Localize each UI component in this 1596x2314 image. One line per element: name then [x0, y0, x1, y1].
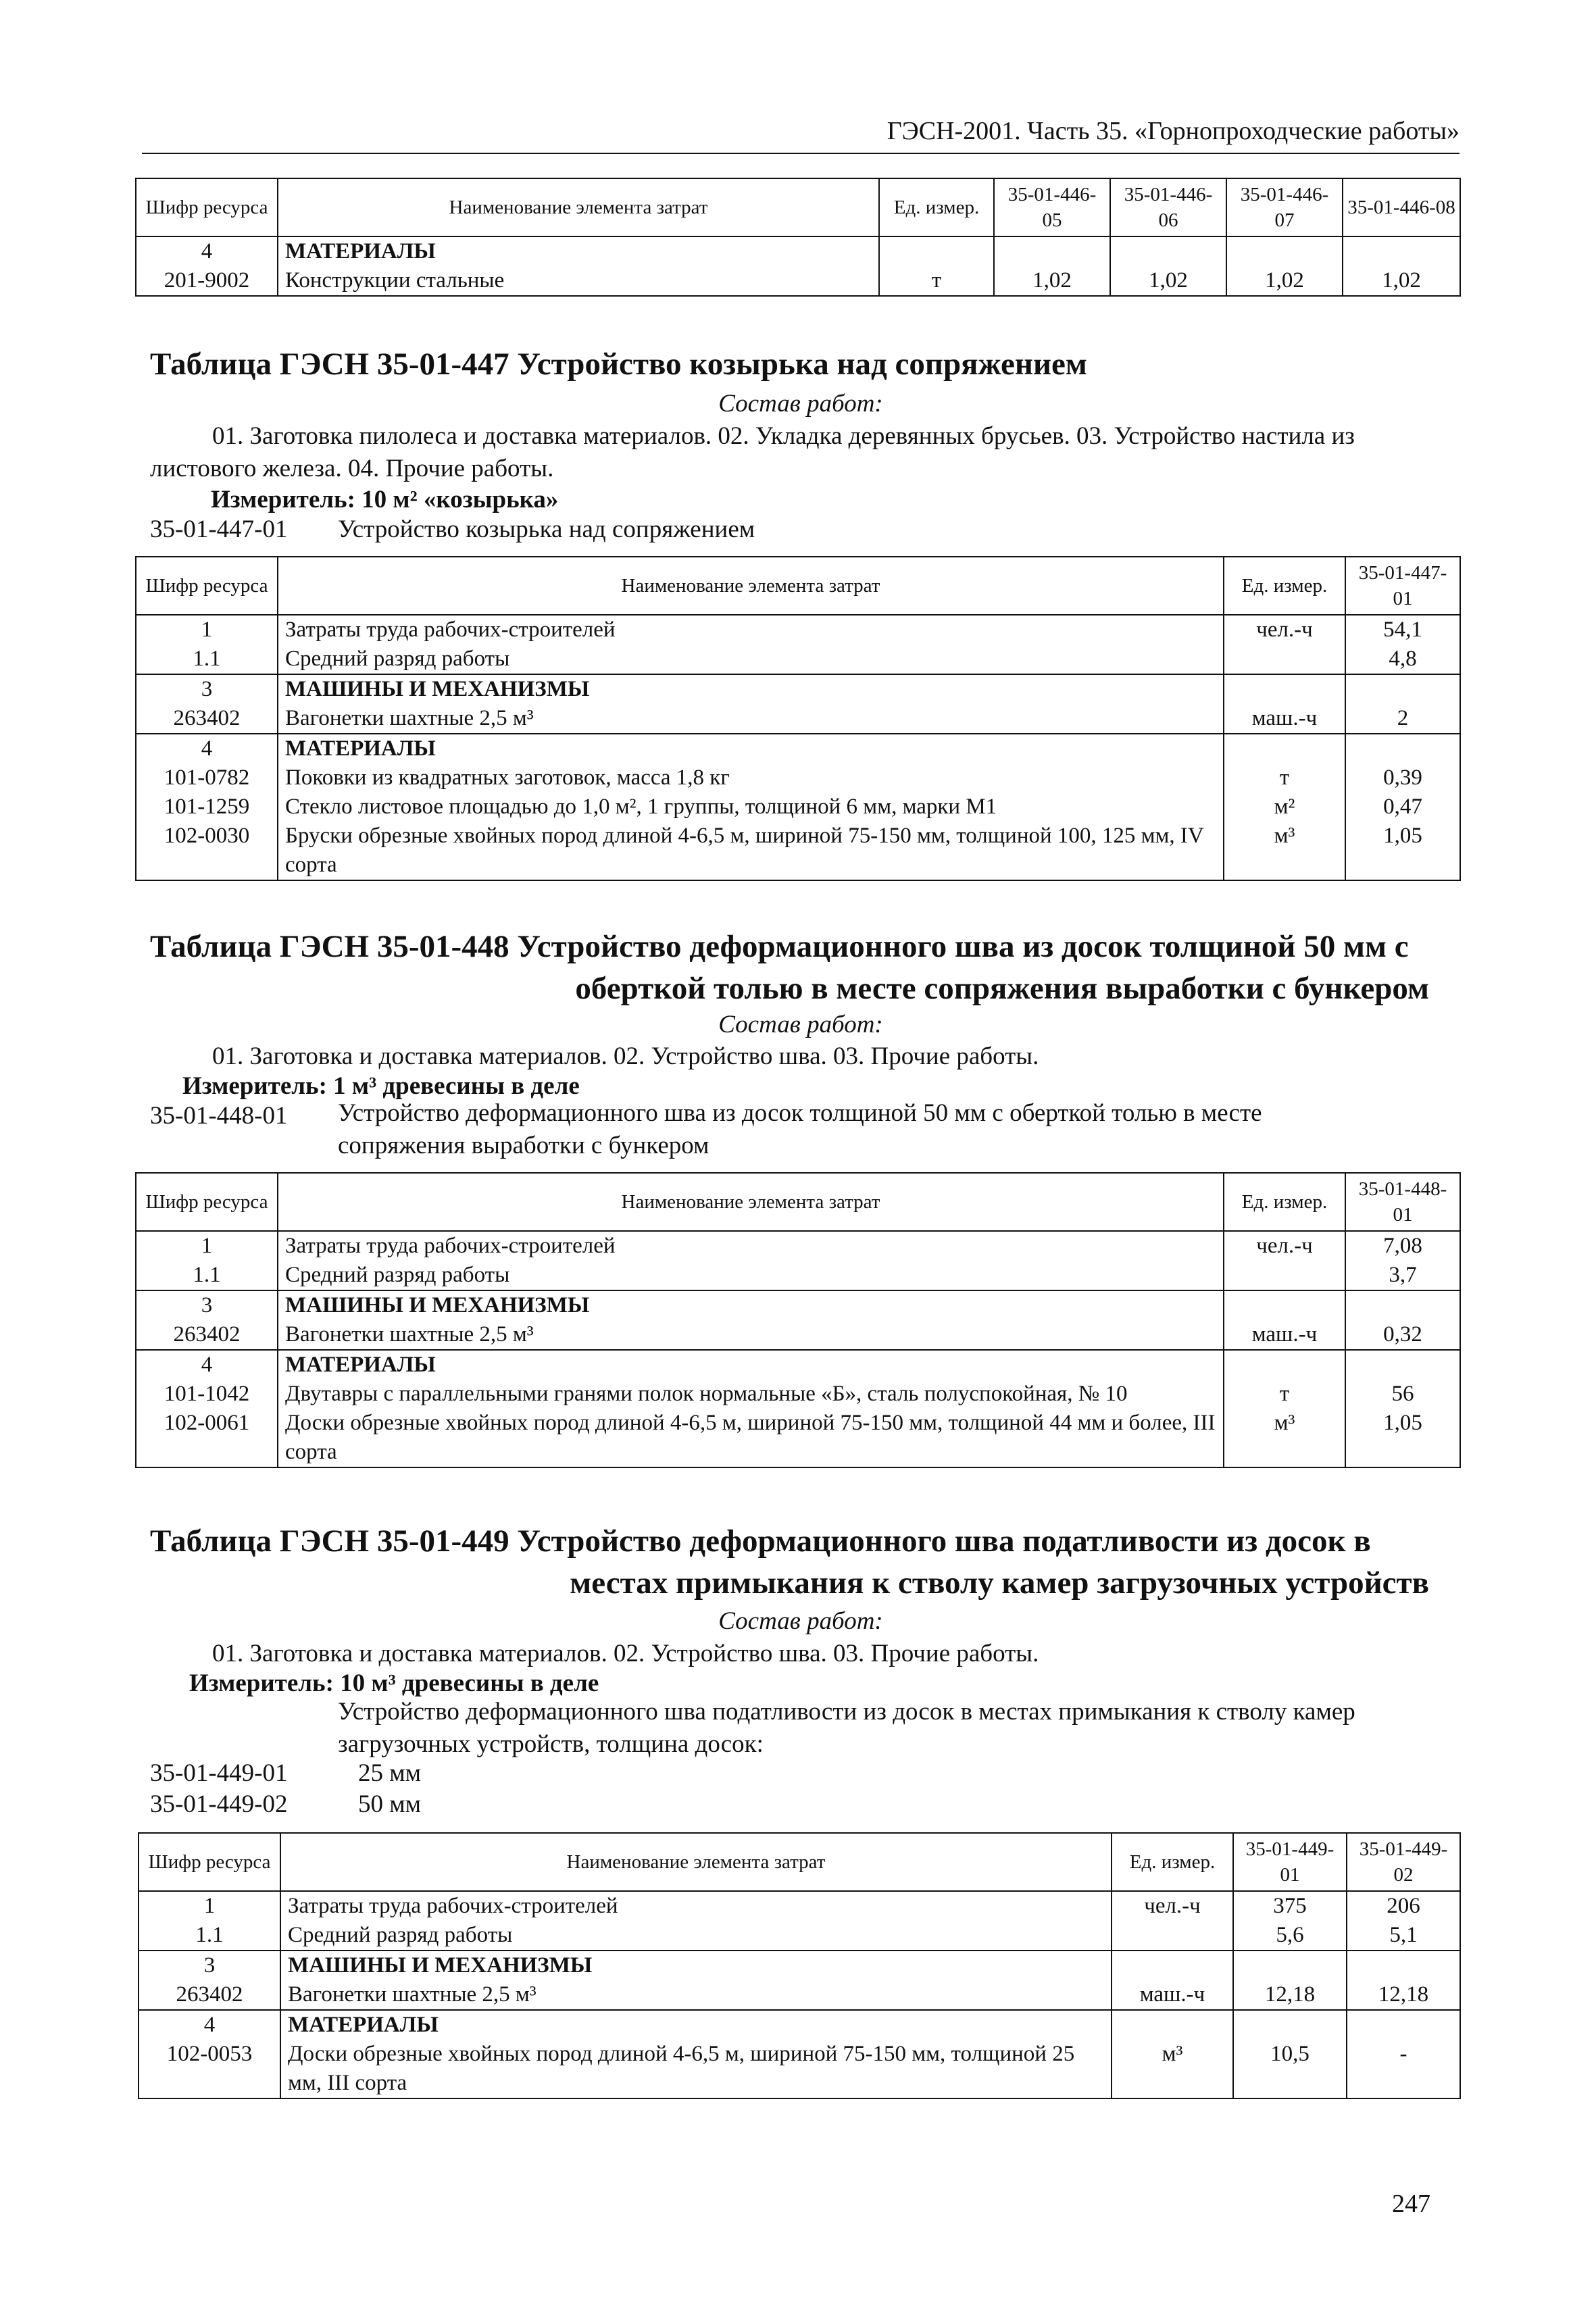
column-header-norm: 35-01-446-05: [994, 178, 1110, 236]
table-row: [139, 2040, 1460, 2098]
norm-value: 375: [1233, 1891, 1347, 1921]
resource-unit: чел.-ч: [1112, 1891, 1233, 1921]
table-row: [136, 1231, 1460, 1261]
column-header-unit: Ед. измер.: [1112, 1833, 1233, 1891]
norm-value: 1,02: [1343, 266, 1460, 296]
table-row: [136, 822, 1460, 880]
norm-value: [1345, 1350, 1460, 1380]
table-row: [139, 1951, 1460, 1980]
resource-code: 263402: [136, 1320, 278, 1350]
norm-variant: 50 мм: [358, 1790, 422, 1818]
table-row: [136, 1261, 1460, 1290]
norm-value: [1345, 674, 1460, 704]
resource-code: 4: [136, 1350, 278, 1380]
resource-code: 1.1: [136, 645, 278, 674]
column-header-code: Шифр ресурса: [136, 178, 278, 236]
norm-value: [1110, 236, 1226, 266]
resource-unit: [879, 236, 994, 266]
composition-label: Состав работ:: [718, 390, 883, 418]
resource-unit: [1224, 1290, 1345, 1320]
norm-value: [1345, 734, 1460, 763]
table-448: [135, 1172, 1461, 1468]
header-rule: [142, 153, 1460, 154]
norm-code: 35-01-449-01: [150, 1759, 288, 1787]
resource-code: 263402: [139, 1980, 280, 2010]
norm-description: Устройство деформационного шва податливости из досок в местах примыкания к стволу камер загрузочных устройств, толщина досок:: [338, 1698, 1355, 1758]
table-title: Таблица ГЭСН 35-01-448 Устройство деформационного шва из досок толщиной 50 мм с: [150, 929, 1409, 964]
resource-unit: [1112, 1921, 1233, 1951]
running-header: ГЭСН-2001. Часть 35. «Горнопроходческие работы»: [887, 117, 1460, 145]
table-row: [136, 704, 1460, 734]
table-449: [138, 1832, 1461, 2099]
composition-label: Состав работ:: [718, 1011, 883, 1038]
composition-text: 01. Заготовка пилолеса и доставка материалов. 02. Укладка деревянных брусьев. 03. Устройство настила из листового железа. 04. Прочие работы.: [150, 422, 1355, 482]
resource-code: 201-9002: [136, 266, 278, 296]
norm-value: 1,02: [994, 266, 1110, 296]
resource-code: 4: [136, 734, 278, 763]
resource-code: 4: [136, 236, 278, 266]
table-row: [136, 793, 1460, 822]
norm-description: Устройство деформационного шва из досок толщиной 50 мм с оберткой толью в месте сопряжения выработки с бункером: [338, 1099, 1262, 1159]
norm-variant: 25 мм: [358, 1759, 422, 1787]
composition-text: 01. Заготовка и доставка материалов. 02. Устройство шва. 03. Прочие работы.: [212, 1042, 1039, 1070]
page-number: 247: [1392, 2190, 1430, 2218]
table-row: [136, 1290, 1460, 1320]
table-row: [136, 266, 1460, 296]
table-header-row: [136, 178, 1460, 236]
measurer: Измеритель: 1 м³ древесины в деле: [182, 1072, 580, 1100]
resource-code: 3: [139, 1951, 280, 1980]
resource-unit: [1224, 645, 1345, 674]
norm-value: 1,02: [1110, 266, 1226, 296]
resource-unit: м³: [1224, 822, 1345, 880]
resource-code: 263402: [136, 704, 278, 734]
resource-name: Двутавры с параллельными гранями полок нормальные «Б», сталь полуспокойная, № 10: [278, 1380, 1224, 1409]
measurer: Измеритель: 10 м² «козырька»: [211, 486, 559, 513]
resource-unit: т: [1224, 1380, 1345, 1409]
column-header-norm: 35-01-449-01: [1233, 1833, 1347, 1891]
norm-value: 7,08: [1345, 1231, 1460, 1261]
column-header-norm: 35-01-448-01: [1345, 1173, 1460, 1231]
resource-unit: м³: [1224, 1409, 1345, 1467]
norm-value: 5,1: [1347, 1921, 1460, 1951]
norm-code: 35-01-449-02: [150, 1790, 288, 1818]
resource-name: Вагонетки шахтные 2,5 м³: [278, 704, 1224, 734]
norm-value: 1,02: [1226, 266, 1343, 296]
norm-value: -: [1347, 2040, 1460, 2098]
norm-code: 35-01-447-01: [150, 515, 288, 543]
norm-value: [1345, 1290, 1460, 1320]
table-447: [135, 556, 1461, 881]
resource-name: Затраты труда рабочих-строителей: [278, 615, 1224, 645]
table-header-row: [136, 557, 1460, 615]
table-row: [139, 1891, 1460, 1921]
resource-unit: м³: [1112, 2040, 1233, 2098]
column-header-unit: Ед. измер.: [879, 178, 994, 236]
table-row: [139, 1921, 1460, 1951]
norm-value: [1343, 236, 1460, 266]
table-row: [136, 615, 1460, 645]
resource-name: МАТЕРИАЛЫ: [278, 1350, 1224, 1380]
resource-unit: [1112, 1951, 1233, 1980]
resource-name: МАШИНЫ И МЕХАНИЗМЫ: [280, 1951, 1112, 1980]
resource-unit: [1224, 734, 1345, 763]
norm-value: 56: [1345, 1380, 1460, 1409]
resource-unit: маш.-ч: [1224, 1320, 1345, 1350]
norm-value: 0,47: [1345, 793, 1460, 822]
table-title: Таблица ГЭСН 35-01-449 Устройство деформационного шва податливости из досок в: [150, 1524, 1371, 1559]
resource-code: 101-0782: [164, 765, 250, 790]
resource-name: МАТЕРИАЛЫ: [278, 734, 1224, 763]
column-header-name: Наименование элемента затрат: [280, 1833, 1112, 1891]
norm-value: 0,39: [1345, 763, 1460, 793]
resource-name: Доски обрезные хвойных пород длиной 4-6,5 м, шириной 75-150 мм, толщиной 44 мм и более, III сорта: [278, 1409, 1224, 1467]
resource-code: 102-0061: [136, 1409, 278, 1467]
resource-name: Бруски обрезные хвойных пород длиной 4-6,5 м, шириной 75-150 мм, толщиной 100, 125 мм, IV сорта: [278, 822, 1224, 880]
resource-code: 102-0053: [139, 2040, 280, 2098]
norm-value: [1233, 2010, 1347, 2040]
norm-value: [1226, 236, 1343, 266]
table-row: [136, 645, 1460, 674]
resource-unit: [1112, 2010, 1233, 2040]
norm-value: 1,05: [1345, 822, 1460, 880]
resource-name: МАТЕРИАЛЫ: [278, 236, 879, 266]
column-header-norm: 35-01-449-02: [1347, 1833, 1460, 1891]
table-title-continued: оберткой толью в месте сопряжения выработки с бункером: [575, 971, 1429, 1006]
resource-unit: чел.-ч: [1224, 1231, 1345, 1261]
composition-label: Состав работ:: [718, 1607, 883, 1635]
column-header-norm: 35-01-447-01: [1345, 557, 1460, 615]
resource-name: Средний разряд работы: [278, 645, 1224, 674]
resource-code: 102-0030: [136, 822, 278, 880]
norm-value: [1347, 2010, 1460, 2040]
resource-code: 1: [136, 615, 278, 645]
column-header-unit: Ед. измер.: [1224, 1173, 1345, 1231]
resource-unit: чел.-ч: [1224, 615, 1345, 645]
table-446: [135, 178, 1461, 297]
resource-unit: т: [1224, 763, 1345, 793]
column-header-name: Наименование элемента затрат: [278, 178, 879, 236]
norm-value: 5,6: [1233, 1921, 1347, 1951]
norm-value: 4,8: [1345, 645, 1460, 674]
norm-value: 54,1: [1345, 615, 1460, 645]
table-row: [136, 1320, 1460, 1350]
table-row: [136, 1380, 1460, 1409]
column-header-norm: 35-01-446-06: [1110, 178, 1226, 236]
table-row: [136, 734, 1460, 763]
column-header-code: Шифр ресурса: [136, 557, 278, 615]
norm-description: Устройство козырька над сопряжением: [338, 515, 755, 543]
resource-name: МАШИНЫ И МЕХАНИЗМЫ: [278, 674, 1224, 704]
resource-code: 101-1259: [164, 795, 250, 819]
resource-code: 3: [136, 1290, 278, 1320]
resource-name: МАШИНЫ И МЕХАНИЗМЫ: [278, 1290, 1224, 1320]
table-title: Таблица ГЭСН 35-01-447 Устройство козырька над сопряжением: [150, 347, 1087, 382]
table-row: [139, 2010, 1460, 2040]
table-row: [136, 674, 1460, 704]
column-header-norm: 35-01-446-07: [1226, 178, 1343, 236]
resource-unit: [1224, 1261, 1345, 1290]
norm-value: 12,18: [1233, 1980, 1347, 2010]
norm-value: 2: [1345, 704, 1460, 734]
resource-code: 1: [136, 1231, 278, 1261]
resource-name: Конструкции стальные: [278, 266, 879, 296]
resource-name: Доски обрезные хвойных пород длиной 4-6,5 м, шириной 75-150 мм, толщиной 25 мм, III сорта: [280, 2040, 1112, 2098]
resource-code: 1: [139, 1891, 280, 1921]
column-header-name: Наименование элемента затрат: [278, 557, 1224, 615]
table-header-row: [139, 1833, 1460, 1891]
resource-code: 101-1042: [164, 1382, 250, 1406]
resource-unit: м²: [1224, 793, 1345, 822]
resource-name: Средний разряд работы: [278, 1261, 1224, 1290]
resource-name: Поковки из квадратных заготовок, масса 1,8 кг: [278, 763, 1224, 793]
resource-name: МАТЕРИАЛЫ: [280, 2010, 1112, 2040]
norm-code: 35-01-448-01: [150, 1102, 288, 1130]
norm-value: 12,18: [1347, 1980, 1460, 2010]
resource-code: 1.1: [136, 1261, 278, 1290]
column-header-norm: 35-01-446-08: [1343, 178, 1460, 236]
column-header-code: Шифр ресурса: [136, 1173, 278, 1231]
column-header-code: Шифр ресурса: [139, 1833, 280, 1891]
resource-unit: [1224, 1350, 1345, 1380]
resource-name: Средний разряд работы: [280, 1921, 1112, 1951]
norm-value: 3,7: [1345, 1261, 1460, 1290]
norm-value: [1347, 1951, 1460, 1980]
resource-code: 3: [136, 674, 278, 704]
composition-text: 01. Заготовка и доставка материалов. 02. Устройство шва. 03. Прочие работы.: [212, 1640, 1039, 1667]
norm-value: 1,05: [1345, 1409, 1460, 1467]
norm-value: 0,32: [1345, 1320, 1460, 1350]
resource-code: 4: [139, 2010, 280, 2040]
column-header-unit: Ед. измер.: [1224, 557, 1345, 615]
resource-unit: маш.-ч: [1224, 704, 1345, 734]
table-row: [136, 763, 1460, 793]
measurer: Измеритель: 10 м³ древесины в деле: [189, 1669, 599, 1697]
resource-name: Стекло листовое площадью до 1,0 м², 1 группы, толщиной 6 мм, марки М1: [278, 793, 1224, 822]
norm-value: 206: [1347, 1891, 1460, 1921]
resource-name: Затраты труда рабочих-строителей: [278, 1231, 1224, 1261]
resource-unit: т: [879, 266, 994, 296]
resource-name: Затраты труда рабочих-строителей: [280, 1891, 1112, 1921]
table-row: [136, 1409, 1460, 1467]
resource-code: 1.1: [139, 1921, 280, 1951]
table-header-row: [136, 1173, 1460, 1231]
resource-unit: маш.-ч: [1112, 1980, 1233, 2010]
resource-unit: [1224, 674, 1345, 704]
resource-name: Вагонетки шахтные 2,5 м³: [280, 1980, 1112, 2010]
norm-value: [994, 236, 1110, 266]
table-row: [136, 236, 1460, 266]
table-row: [139, 1980, 1460, 2010]
column-header-name: Наименование элемента затрат: [278, 1173, 1224, 1231]
norm-value: [1233, 1951, 1347, 1980]
table-row: [136, 1350, 1460, 1380]
resource-name: Вагонетки шахтные 2,5 м³: [278, 1320, 1224, 1350]
norm-value: 10,5: [1233, 2040, 1347, 2098]
table-title-continued: местах примыкания к стволу камер загрузочных устройств: [570, 1565, 1429, 1601]
